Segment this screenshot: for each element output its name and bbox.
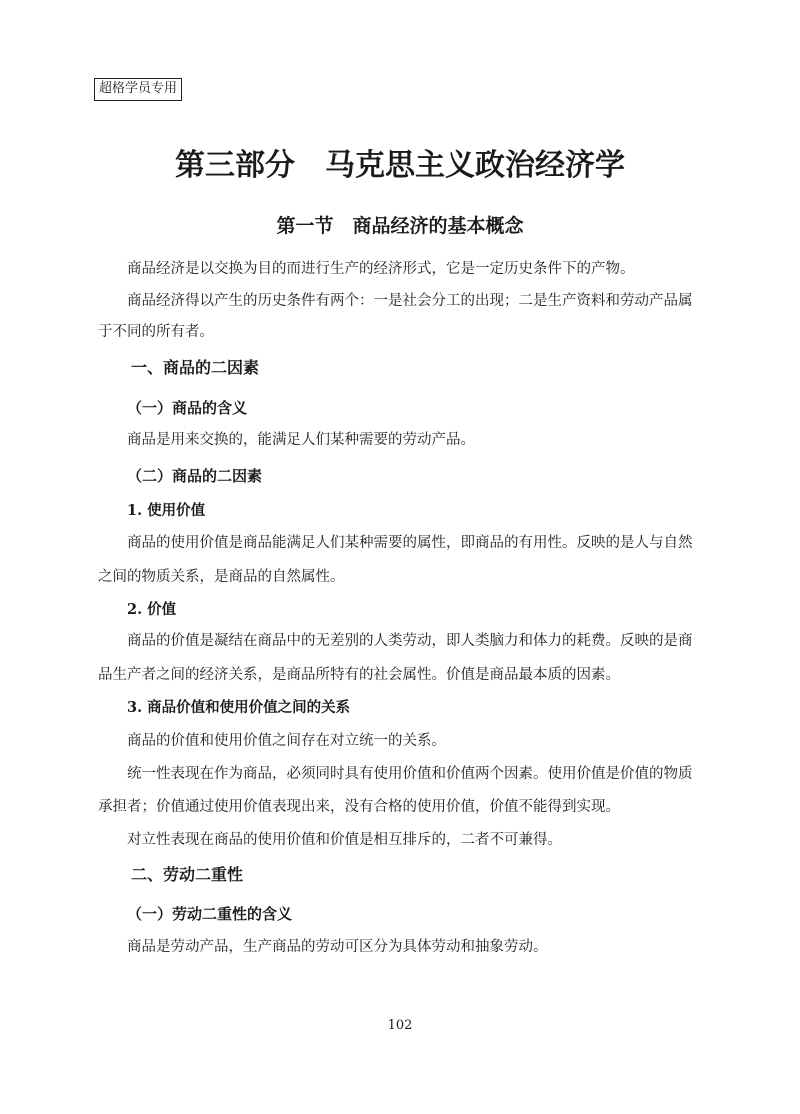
item-relation-title: 3. 商品价值和使用价值之间的关系 (127, 699, 351, 716)
part-title: 第三部分 马克思主义政治经济学 (175, 148, 625, 183)
intro-paragraph-1: 商品经济是以交换为目的而进行生产的经济形式，它是一定历史条件下的产物。 (127, 261, 635, 277)
intro-paragraph-2-line-1: 商品经济得以产生的历史条件有两个：一是社会分工的出现；二是生产资料和劳动产品属 (127, 293, 693, 309)
relation-paragraph-3: 对立性表现在商品的使用价值和价值是相互排斥的，二者不可兼得。 (127, 832, 562, 848)
subheading-two-factors: （二）商品的二因素 (127, 467, 263, 485)
intro-paragraph-2-line-2: 于不同的所有者。 (98, 324, 214, 340)
item-use-value-title: 1. 使用价值 (127, 502, 206, 519)
subheading-dual-nature-meaning: （一）劳动二重性的含义 (127, 905, 293, 923)
value-line-2: 品生产者之间的经济关系，是商品所特有的社会属性。价值是商品最本质的因素。 (98, 667, 620, 683)
use-value-line-2: 之间的物质关系，是商品的自然属性。 (98, 569, 345, 585)
relation-paragraph-2-line-2: 承担者；价值通过使用价值表现出来，没有合格的使用价值，价值不能得到实现。 (98, 799, 620, 815)
heading-commodity-two-factors: 一、商品的二因素 (131, 358, 260, 377)
header-badge: 超格学员专用 (94, 78, 182, 101)
heading-dual-nature-of-labor: 二、劳动二重性 (131, 865, 244, 884)
page-number: 102 (387, 1018, 413, 1033)
commodity-meaning-paragraph: 商品是用来交换的，能满足人们某种需要的劳动产品。 (127, 432, 475, 448)
value-line-1: 商品的价值是凝结在商品中的无差别的人类劳动，即人类脑力和体力的耗费。反映的是商 (127, 633, 693, 649)
relation-paragraph-1: 商品的价值和使用价值之间存在对立统一的关系。 (127, 733, 446, 749)
use-value-line-1: 商品的使用价值是商品能满足人们某种需要的属性，即商品的有用性。反映的是人与自然 (127, 535, 693, 551)
relation-paragraph-2-line-1: 统一性表现在作为商品，必须同时具有使用价值和价值两个因素。使用价值是价值的物质 (127, 766, 693, 782)
subheading-commodity-meaning: （一）商品的含义 (127, 399, 248, 417)
item-value-title: 2. 价值 (127, 601, 177, 618)
dual-nature-paragraph: 商品是劳动产品，生产商品的劳动可区分为具体劳动和抽象劳动。 (127, 939, 548, 955)
section-title: 第一节 商品经济的基本概念 (276, 215, 524, 237)
